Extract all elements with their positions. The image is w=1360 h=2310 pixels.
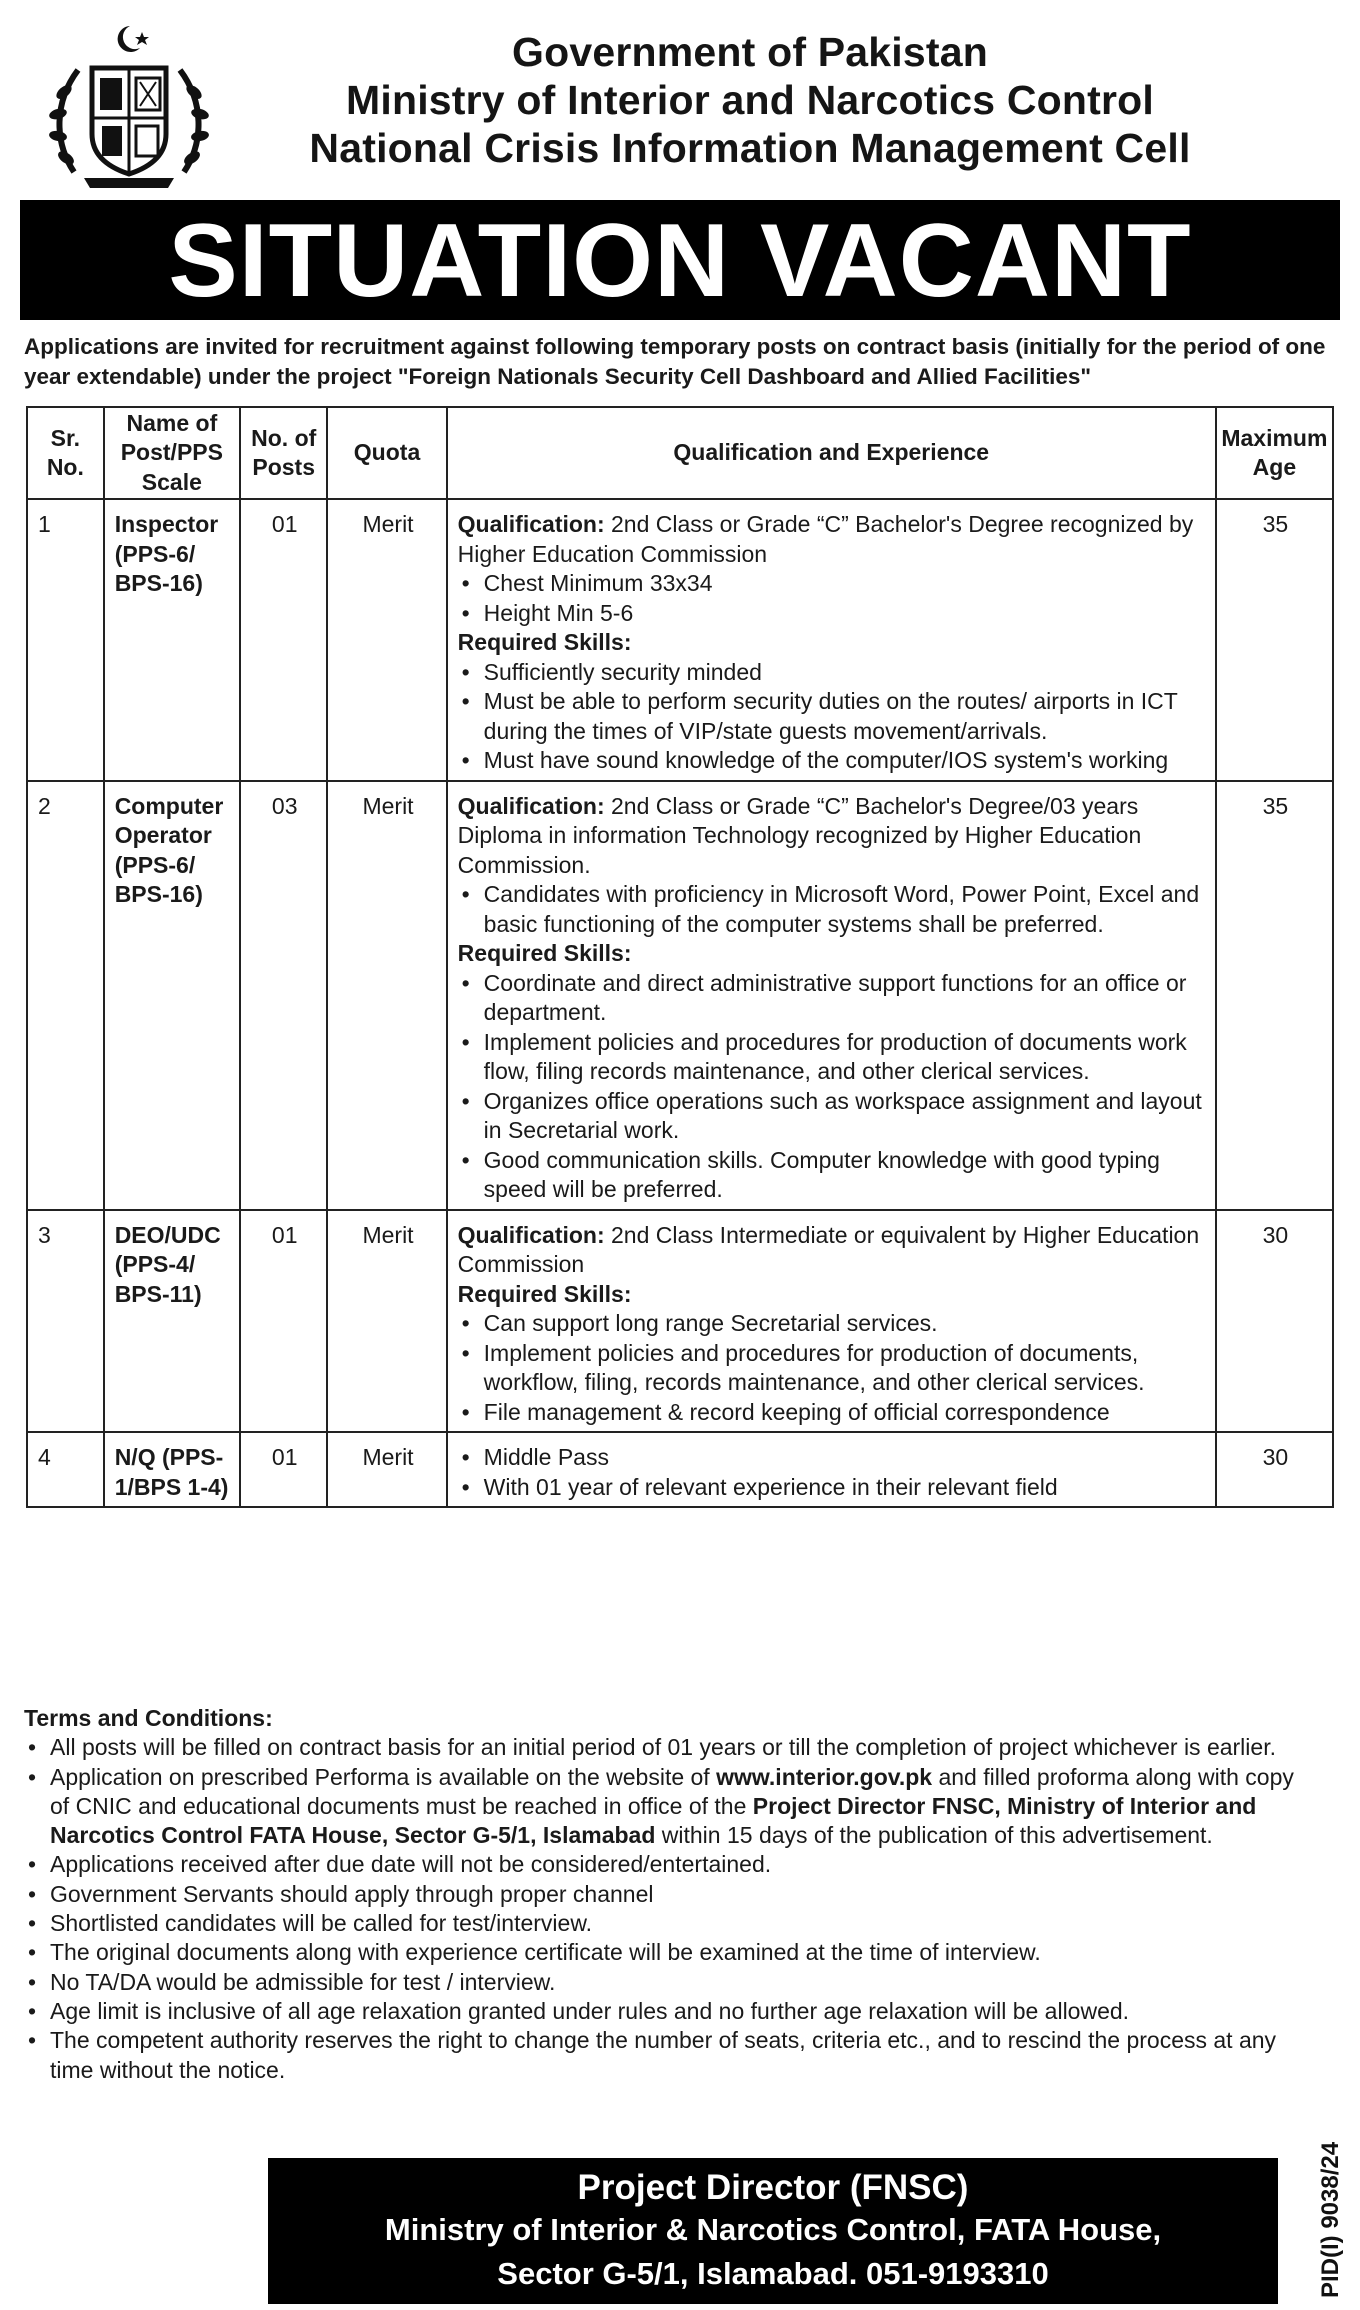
list-item: • Must have sound knowledge of the computer/IOS system's working — [484, 746, 1207, 776]
list-item: • Chest Minimum 33x34 — [484, 569, 1207, 599]
header-line-government: Government of Pakistan — [511, 29, 989, 75]
header-no-of-posts: No. of Posts — [240, 407, 327, 499]
list-item: • Shortlisted candidates will be called for test/interview. — [50, 1909, 1314, 1938]
terms-and-conditions — [24, 1704, 1314, 2085]
list-item: • The original documents along with experience certificate will be examined at the time of interview. — [50, 1938, 1314, 1967]
footer-address-line1: Ministry of Interior & Narcotics Control, FATA House, — [384, 2212, 1162, 2247]
header-qualification: Qualification and Experience — [447, 407, 1216, 499]
footer-address-line2: Sector G-5/1, Islamabad. 051-9193310 — [497, 2256, 1049, 2291]
cell-quota: Merit — [327, 499, 446, 781]
contact-footer — [268, 2158, 1278, 2304]
cell-posts: 01 — [240, 1432, 327, 1507]
qualification-text: 2nd Class Intermediate or equivalent by Higher Education Commission — [457, 1221, 1200, 1277]
cell-max-age: 30 — [1216, 1210, 1333, 1433]
required-skills-label: Required Skills: — [457, 1280, 632, 1307]
list-item: • File management & record keeping of official correspondence — [484, 1398, 1207, 1428]
footer-title: Project Director (FNSC) — [577, 2168, 969, 2207]
list-item: • Height Min 5-6 — [484, 599, 1207, 629]
cell-max-age: 35 — [1216, 781, 1333, 1210]
cell-posts: 01 — [240, 1210, 327, 1433]
qualification-text: 2nd Class or Grade “C” Bachelor's Degree recognized by Higher Education Commission — [457, 511, 1194, 567]
cell-quota: Merit — [327, 1210, 446, 1433]
table-row — [27, 1432, 1333, 1507]
cell-post-name: DEO/UDC (PPS-4/ BPS-11) — [104, 1210, 240, 1433]
situation-vacant-banner: SITUATION VACANT — [20, 200, 1340, 320]
term-text: Application on prescribed Performa is available on the website of — [50, 1763, 717, 1790]
header-post-name: Name of Post/PPS Scale — [104, 407, 240, 499]
header-line-cell: National Crisis Information Management Cell — [309, 125, 1191, 171]
office-address: Project Director FNSC, Ministry of Interior and Narcotics Control FATA House, Sector G-5/1, Islamabad — [50, 1792, 1257, 1849]
cell-post-name: Computer Operator (PPS-6/ BPS-16) — [104, 781, 240, 1210]
list-item: • Sufficiently security minded — [484, 658, 1207, 688]
list-item: • All posts will be filled on contract basis for an initial period of 01 years or till the completion of project whichever is earlier. — [50, 1733, 1314, 1762]
cell-qualification — [447, 499, 1216, 781]
vacancy-table — [26, 406, 1334, 1508]
term-text: and filled proforma along with copy of CNIC and educational documents must be reached in office of the — [50, 1763, 1294, 1819]
qualification-text: 2nd Class or Grade “C” Bachelor's Degree/03 years Diploma in information Technology recognized by Higher Education Commission. — [457, 792, 1142, 878]
list-item: • The competent authority reserves the right to change the number of seats, criteria etc., and to rescind the process at any time without the notice. — [50, 2026, 1314, 2085]
cell-posts: 01 — [240, 499, 327, 781]
cell-max-age: 35 — [1216, 499, 1333, 781]
list-item: • Can support long range Secretarial services. — [484, 1309, 1207, 1339]
cell-qualification — [447, 1210, 1216, 1433]
list-item: • Must be able to perform security duties on the routes/ airports in ICT during the times of VIP/state guests movement/arrivals. — [484, 687, 1207, 746]
table-header-row — [27, 407, 1333, 499]
cell-max-age: 30 — [1216, 1432, 1333, 1507]
table-row — [27, 1210, 1333, 1433]
list-item: • Middle Pass — [484, 1443, 1207, 1473]
qualification-label: Qualification: — [457, 792, 605, 819]
cell-sr: 1 — [27, 499, 104, 781]
table-row — [27, 781, 1333, 1210]
pid-number: PID(I) 9038/24 — [1317, 2141, 1344, 2298]
list-item: • Age limit is inclusive of all age relaxation granted under rules and no further age relaxation will be allowed. — [50, 1997, 1314, 2026]
header-sr-no: Sr. No. — [27, 407, 104, 499]
required-skills-label: Required Skills: — [457, 940, 632, 966]
cell-sr: 2 — [27, 781, 104, 1210]
list-item: • Implement policies and procedures for production of documents work flow, filing records maintenance, and other clerical services. — [484, 1028, 1207, 1087]
list-item: • With 01 year of relevant experience in their relevant field — [484, 1473, 1207, 1503]
cell-sr: 3 — [27, 1210, 104, 1433]
masthead — [300, 28, 1200, 172]
cell-qualification — [447, 781, 1216, 1210]
cell-posts: 03 — [240, 781, 327, 1210]
cell-post-name: Inspector (PPS-6/ BPS-16) — [104, 499, 240, 781]
list-item: • Coordinate and direct administrative support functions for an office or department. — [484, 969, 1207, 1028]
list-item: • Government Servants should apply through proper channel — [50, 1880, 1314, 1909]
list-item: • Implement policies and procedures for production of documents, workflow, filing, records maintenance, and other clerical services. — [484, 1339, 1207, 1398]
list-item: • Good communication skills. Computer knowledge with good typing speed will be preferred. — [484, 1146, 1207, 1205]
term-text: within 15 days of the publication of this advertisement. — [655, 1822, 1213, 1849]
required-skills-label: Required Skills: — [457, 629, 632, 655]
header-maximum-age: Maximum Age — [1216, 407, 1333, 499]
list-item — [50, 1763, 1314, 1851]
cell-post-name: N/Q (PPS-1/BPS 1-4) — [104, 1432, 240, 1507]
cell-qualification — [447, 1432, 1216, 1507]
intro-paragraph: Applications are invited for recruitment against following temporary posts on contract basis (initially for the period of one year extendable) under the project "Foreign Nationals Security Cell Dashboard and Allied Facilities" — [24, 334, 1326, 389]
pakistan-emblem-icon — [44, 22, 214, 192]
qualification-label: Qualification: — [457, 1221, 605, 1248]
cell-sr: 4 — [27, 1432, 104, 1507]
cell-quota: Merit — [327, 781, 446, 1210]
qualification-label: Qualification: — [457, 511, 605, 537]
terms-title: Terms and Conditions: — [24, 1705, 273, 1731]
cell-quota: Merit — [327, 1432, 446, 1507]
list-item: • Applications received after due date will not be considered/entertained. — [50, 1850, 1314, 1879]
list-item: • Organizes office operations such as workspace assignment and layout in Secretarial work. — [484, 1087, 1207, 1146]
list-item: • No TA/DA would be admissible for test / interview. — [50, 1968, 1314, 1997]
list-item: • Candidates with proficiency in Microsoft Word, Power Point, Excel and basic functioning of the computer systems shall be preferred. — [484, 880, 1207, 939]
table-row — [27, 499, 1333, 781]
website-link[interactable]: www.interior.gov.pk — [716, 1763, 933, 1790]
header-quota: Quota — [327, 407, 446, 499]
header-line-ministry: Ministry of Interior and Narcotics Control — [346, 77, 1154, 123]
